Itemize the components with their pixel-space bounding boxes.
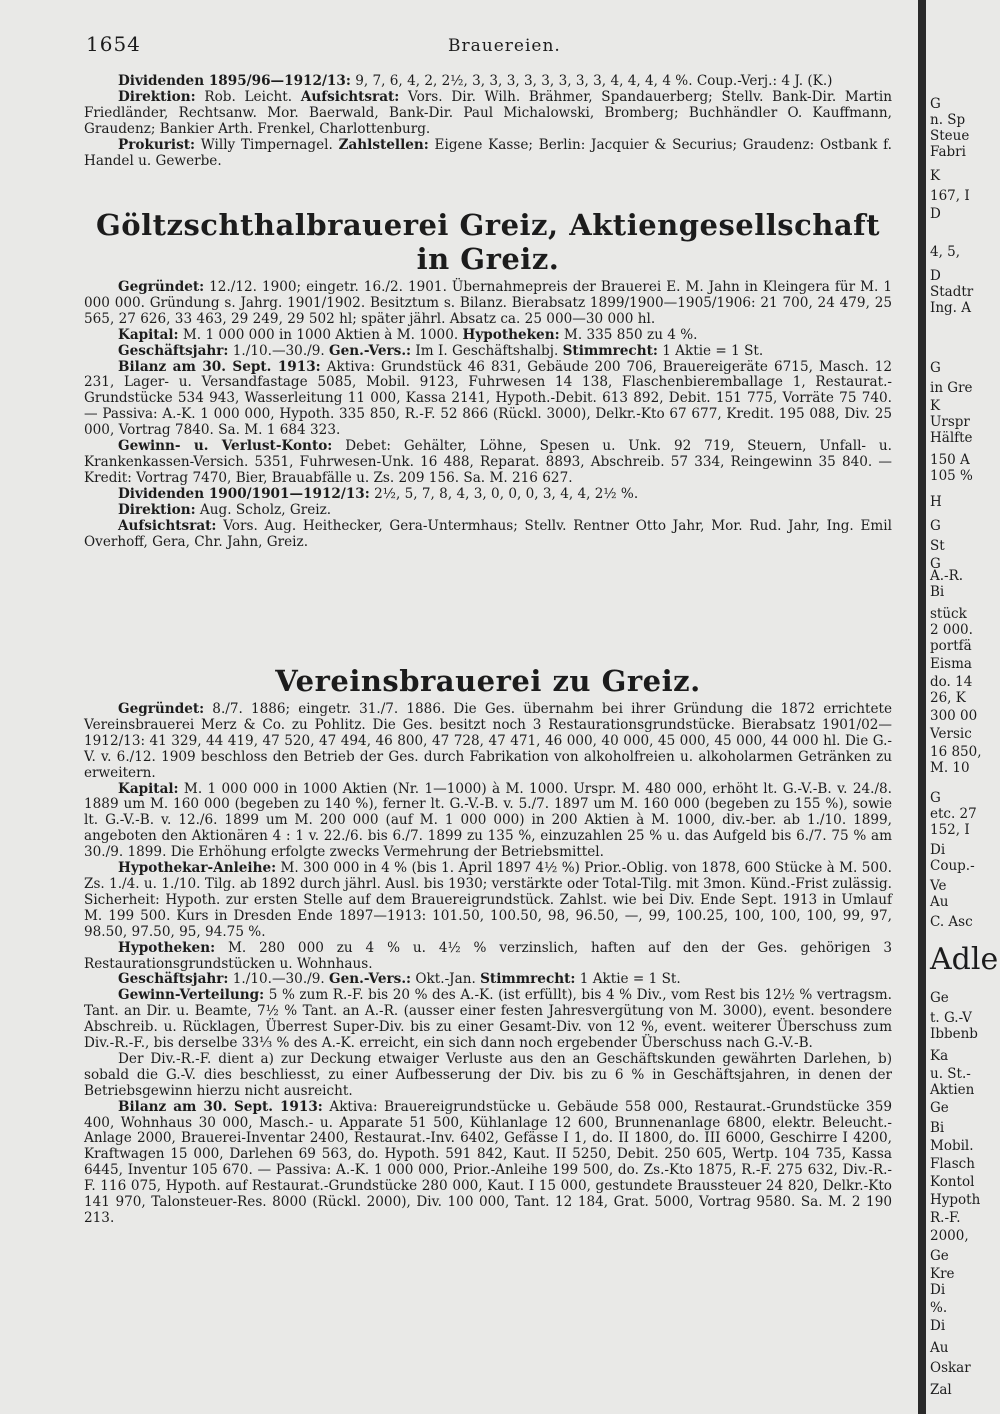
- adjacent-column-fragment: etc. 27: [930, 806, 977, 822]
- adjacent-column-fragment: 105 %: [930, 468, 973, 484]
- adjacent-column-fragment: Di: [930, 842, 946, 858]
- adjacent-column-fragment: K: [930, 168, 941, 184]
- adjacent-column-fragment: G: [930, 790, 941, 806]
- balance-paragraph: Bilanz am 30. Sept. 1913: Aktiva: Grundstück 46 831, Gebäude 200 706, Brauereigeräte 6715, Masch. 12 231, Lager- u. Versandfastage 5085, Mobil. 9123, Fuhrwesen 14 138, Flaschenbieremballage 1, Restaurat.-Grundstücke 534 943, Wasserleitung 11 000, Kassa 2141, Hypoth.-Debit. 613 892, Debit. 151 775, Vorräte 75 740. — Passiva: A.-K. 1 000 000, Hypoth. 335 850, R.-F. 52 866 (Rückl. 3000), Delkr.-Kto 67 677, Kredit. 195 088, Div. 25 000, Vortrag 7840. Sa. M. 1 684 323.: [84, 358, 892, 439]
- capital-paragraph: Kapital: M. 1 000 000 in 1000 Aktien à M. 1000. Hypotheken: M. 335 850 zu 4 %.: [118, 326, 698, 343]
- adjacent-column-fragment: do. 14: [930, 674, 973, 690]
- adjacent-column-fragment: Ibbenb: [930, 1026, 978, 1042]
- adjacent-column-fragment: Di: [930, 1282, 946, 1298]
- adjacent-column-fragment: G: [930, 360, 941, 376]
- adjacent-column-fragment: 150 A: [930, 452, 970, 468]
- dividends-paragraph: Dividenden 1900/1901—1912/13: 2½, 5, 7, 8, 4, 3, 0, 0, 0, 3, 4, 4, 2½ %.: [118, 485, 639, 502]
- adjacent-column-fragment: Coup.-: [930, 858, 975, 874]
- adjacent-column-fragment: Urspr: [930, 414, 970, 430]
- adjacent-column-fragment: 152, I: [930, 822, 970, 838]
- adjacent-column-fragment: Bi: [930, 1120, 945, 1136]
- adjacent-column-fragment: Ing. A: [930, 300, 972, 316]
- adjacent-column-fragment: 26, K: [930, 690, 966, 706]
- adjacent-column-fragment: Versic: [930, 726, 972, 742]
- founded-paragraph: Gegründet: 12./12. 1900; eingetr. 16./2. 1901. Übernahmepreis der Brauerei E. M. Jahn in Kleingera für M. 1 000 000. Gründung s. Jahrg. 1901/1902. Besitztum s. Bilanz. Bierabsatz 1899/1900—1905/1906: 21 700, 24 479, 25 565, 27 626, 33 463, 29 249, 29 502 hl; später jährl. Absatz ca. 25 000—30 000 hl.: [84, 279, 892, 327]
- dividends-paragraph: Dividenden 1895/96—1912/13: 9, 7, 6, 4, 2, 2½, 3, 3, 3, 3, 3, 3, 3, 3, 4, 4, 4, 4 %. Coup.-Verj.: 4 J. (K.): [118, 73, 833, 89]
- adjacent-column-fragment: stück: [930, 606, 967, 622]
- adjacent-column-fragment: K: [930, 398, 941, 414]
- supervisory-board-paragraph: Aufsichtsrat: Vors. Aug. Heithecker, Gera-Untermhaus; Stellv. Rentner Otto Jahr, Mor. Rud. Jahr, Ing. Emil Overhoff, Gera, Chr. Jahn, Greiz.: [84, 517, 892, 550]
- adjacent-column-fragment: t. G.-V: [930, 1010, 972, 1026]
- mortgage-bond-paragraph: Hypothekar-Anleihe: M. 300 000 in 4 % (bis 1. April 1897 4½ %) Prior.-Oblig. von 1878, 600 Stücke à M. 500. Zs. 1./4. u. 1./10. Tilg. ab 1892 durch jährl. Ausl. bis 1930; verstärkte oder Total-Tilg. mit 3mon. Künd.-Frist zulässig. Sicherheit: Hypoth. zur ersten Stelle auf dem Brauereigrundstück. Zahlst. wie bei Div. Ende Sept. 1913 in Umlauf M. 199 500. Kurs in Dresden Ende 1897—1913: 101.50, 100.50, 98, 96.50, —, 99, 100.25, 100, 100, 100, 99, 97, 98.50, 97.50, 95, 94.75 %.: [84, 860, 892, 940]
- adjacent-column-fragment: G: [930, 556, 941, 572]
- adjacent-column-fragment: M. 10: [930, 760, 970, 776]
- company-title-vereinsbrauerei: Vereinsbrauerei zu Greiz.: [275, 664, 701, 698]
- balance-paragraph: Bilanz am 30. Sept. 1913: Aktiva: Brauereigrundstücke u. Gebäude 558 000, Restaurat.-Grundstücke 359 400, Wohnhaus 30 000, Masch.- u. Apparate 51 500, Kühlanlage 12 600, Brunnenanlage 6800, elektr. Beleucht.-Anlage 2000, Brauerei-Inventar 2400, Restaurat.-Inv. 6402, Gefässe I 1, do. II 1800, do. III 6000, Geschirre I 4200, Kraftwagen 15 000, Darlehen 69 563, do. Hypoth. 591 842, Kaut. II 5250, Debit. 250 605, Wertp. 104 735, Kassa 6445, Inventur 105 670. — Passiva: A.-K. 1 000 000, Prior.-Anleihe 199 500, do. Zs.-Kto 1875, R.-F. 275 632, Div.-R.-F. 116 075, Hypoth. auf Restaurat.-Grundstücke 280 000, Kaut. I 15 000, gestundete Braussteuer 24 820, Delkr.-Kto 141 970, Talonsteuer-Res. 8000 (Rückl. 2000), Div. 100 000, Tant. 12 184, Grat. 5000, Vortrag 9580. Sa. M. 2 190 213.: [84, 1098, 892, 1226]
- adjacent-column-fragment: Ve: [930, 878, 947, 894]
- page-number: 1654: [86, 32, 141, 56]
- section-prev-company: [84, 74, 892, 169]
- section-goeltzschthal: [84, 208, 892, 550]
- adjacent-column-fragment: Au: [930, 1340, 949, 1356]
- adjacent-column-fragment: Flasch: [930, 1156, 975, 1172]
- board-paragraph: Direktion: Rob. Leicht. Aufsichtsrat: Vors. Dir. Wilh. Brähmer, Spandauerberg; Stellv. Bank-Dir. Martin Friedländer, Rechtsanw. Mor. Baerwald, Bank-Dir. Paul Michalowski, Bromberg; Buchhändler O. Kauffmann, Graudenz; Bankier Arth. Frenkel, Charlottenburg.: [84, 88, 892, 137]
- fiscal-year-paragraph: Geschäftsjahr: 1./10.—30./9. Gen.-Vers.: Okt.-Jan. Stimmrecht: 1 Aktie = 1 St.: [118, 971, 681, 988]
- adjacent-column-fragment: in Gre: [930, 380, 973, 396]
- adjacent-column-fragment: Fabri: [930, 144, 966, 160]
- adjacent-column-fragment: Bi: [930, 584, 945, 600]
- adjacent-column-fragment: D: [930, 268, 941, 284]
- adjacent-column-fragment: 300 00: [930, 708, 978, 724]
- adjacent-column-fragment: C. Asc: [930, 914, 973, 930]
- adjacent-column-fragment: Ka: [930, 1048, 949, 1064]
- adjacent-column-fragment: n. Sp: [930, 112, 966, 128]
- adjacent-column-fragment: G: [930, 518, 941, 534]
- founded-paragraph: Gegründet: 8./7. 1886; eingetr. 31./7. 1886. Die Ges. übernahm bei ihrer Gründung die 1872 errichtete Vereinsbrauerei Merz & Co. zu Pohlitz. Die Ges. besitzt noch 3 Restaurationsgrundstücke. Bierabsatz 1901/02—1912/13: 41 329, 44 419, 47 520, 47 494, 46 800, 47 728, 47 471, 46 000, 40 000, 45 000, 45 000, 44 000 hl. Die G.-V. v. 6./12. 1909 beschloss den Betrieb der Ges. durch Fabrikation von alkoholfreien u. alkoholarmen Getränken zu erweitern.: [84, 701, 892, 781]
- fiscal-year-paragraph: Geschäftsjahr: 1./10.—30./9. Gen.-Vers.: Im I. Geschäftshalbj. Stimmrecht: 1 Aktie = 1 St.: [118, 342, 764, 359]
- adjacent-column-fragment: Stadtr: [930, 284, 974, 300]
- reserve-fund-paragraph: Der Div.-R.-F. dient a) zur Deckung etwaiger Verluste aus den an Geschäftskunden gewährten Darlehen, b) sobald die G.-V. dies beschliesst, zu einer Aufbesserung der Div. bis zu 6 % in Geschäftsjahren, in denen der Betriebsgewinn hierzu nicht ausreicht.: [84, 1050, 892, 1099]
- adjacent-column-fragment: Au: [930, 894, 949, 910]
- adjacent-column-fragment: u. St.-: [930, 1066, 971, 1082]
- adjacent-column-fragment: Zal: [930, 1382, 952, 1398]
- adjacent-column-fragment: 2 000.: [930, 622, 973, 638]
- adjacent-column-fragment: 167, I: [930, 188, 970, 204]
- adjacent-column-fragment: D: [930, 206, 941, 222]
- adjacent-column-fragment: Hypoth: [930, 1192, 981, 1208]
- adjacent-column-fragment: Aktien: [930, 1082, 975, 1098]
- adjacent-column-fragment: portfä: [930, 638, 972, 654]
- adjacent-column-fragment: Adle: [930, 942, 999, 977]
- adjacent-column-fragment: Kontol: [930, 1174, 975, 1190]
- adjacent-column-fragment: 4, 5,: [930, 244, 961, 260]
- adjacent-column-fragment: Kre: [930, 1266, 955, 1282]
- adjacent-column-fragment: Ge: [930, 1248, 949, 1264]
- adjacent-column-fragment: H: [930, 494, 942, 510]
- company-title-goeltzschthal: Göltzschthalbrauerei Greiz, Aktiengesellschaft in Greiz.: [95, 208, 881, 276]
- adjacent-column-fragment: St: [930, 538, 945, 554]
- adjacent-column-fragment: A.-R.: [930, 568, 964, 584]
- adjacent-column-fragment: 2000,: [930, 1228, 969, 1244]
- prokurist-paragraph: Prokurist: Willy Timpernagel. Zahlstellen: Eigene Kasse; Berlin: Jacquier & Securius; Graudenz: Ostbank f. Handel u. Gewerbe.: [84, 136, 892, 169]
- adjacent-column-fragment: 16 850,: [930, 744, 982, 760]
- adjacent-column-fragment: Eisma: [930, 656, 972, 672]
- mortgages-paragraph: Hypotheken: M. 280 000 zu 4 % u. 4½ % verzinslich, haften auf den der Ges. gehörigen 3 Restaurationsgrundstücken u. Wohnhaus.: [84, 939, 892, 972]
- adjacent-column-fragment: Ge: [930, 990, 949, 1006]
- adjacent-column-fragment: R.-F.: [930, 1210, 961, 1226]
- page-gutter: [918, 0, 926, 1414]
- section-vereinsbrauerei: [84, 664, 892, 1227]
- capital-paragraph: Kapital: M. 1 000 000 in 1000 Aktien (Nr. 1—1000) à M. 1000. Urspr. M. 480 000, erhöht lt. G.-V.-B. v. 24./8. 1889 um M. 160 000 (begeben zu 140 %), ferner lt. G.-V.-B. v. 5./7. 1897 um M. 160 000 (begeben zu 155 %), sowie lt. G.-V.-B. v. 12./6. 1899 um M. 200 000 (auf M. 1 000 000) in 200 Aktien à M. 1000, div.-ber. ab 1./10. 1899, angeboten den Aktionären 4 : 1 v. 22./6. bis 6./7. 1899 zu 135 %, einzuzahlen 25 % u. das Aufgeld bis 6./7. 75 % am 30./9. 1899. Die Erhöhung erfolgte zwecks Vermehrung der Betriebsmittel.: [84, 780, 892, 861]
- adjacent-column-fragment: Mobil.: [930, 1138, 974, 1154]
- running-head: Brauereien.: [448, 36, 561, 56]
- adjacent-column-fragment: Di: [930, 1318, 946, 1334]
- adjacent-column-fragment: Steue: [930, 128, 970, 144]
- adjacent-column-fragment: Ge: [930, 1100, 949, 1116]
- adjacent-column-fragment: Oskar: [930, 1360, 971, 1376]
- adjacent-column-fragment: Hälfte: [930, 430, 973, 446]
- profit-loss-paragraph: Gewinn- u. Verlust-Konto: Debet: Gehälter, Löhne, Spesen u. Unk. 92 719, Steuern, Unfall- u. Krankenkassen-Versich. 5351, Fuhrwesen-Unk. 16 488, Reparat. 8893, Abschreib. 57 334, Reingewinn 35 840. — Kredit: Vortrag 7470, Bier, Brauabfälle u. Zs. 209 156. Sa. M. 216 627.: [84, 438, 892, 486]
- adjacent-column-fragment: %.: [930, 1300, 948, 1316]
- profit-distribution-paragraph: Gewinn-Verteilung: 5 % zum R.-F. bis 20 % des A.-K. (ist erfüllt), bis 4 % Div., vom Rest bis 12½ % vertragsm. Tant. an Dir. u. Beamte, 7½ % Tant. an A.-R. (ausser einer festen Jahresvergütung von M. 3000), event. besondere Abschreib. u. Rücklagen, Überrest Super-Div. bis zu einer Gesamt-Div. von 12 %, event. weiterer Überschuss zum Div.-R.-F., bis derselbe 33⅓ % des A.-K. erreicht, ein sich dann noch ergebender Überschuss nach G.-V.-B.: [84, 987, 892, 1052]
- adjacent-page-column: [928, 0, 1000, 1414]
- adjacent-column-fragment: G: [930, 96, 941, 112]
- management-paragraph: Direktion: Aug. Scholz, Greiz.: [118, 501, 332, 518]
